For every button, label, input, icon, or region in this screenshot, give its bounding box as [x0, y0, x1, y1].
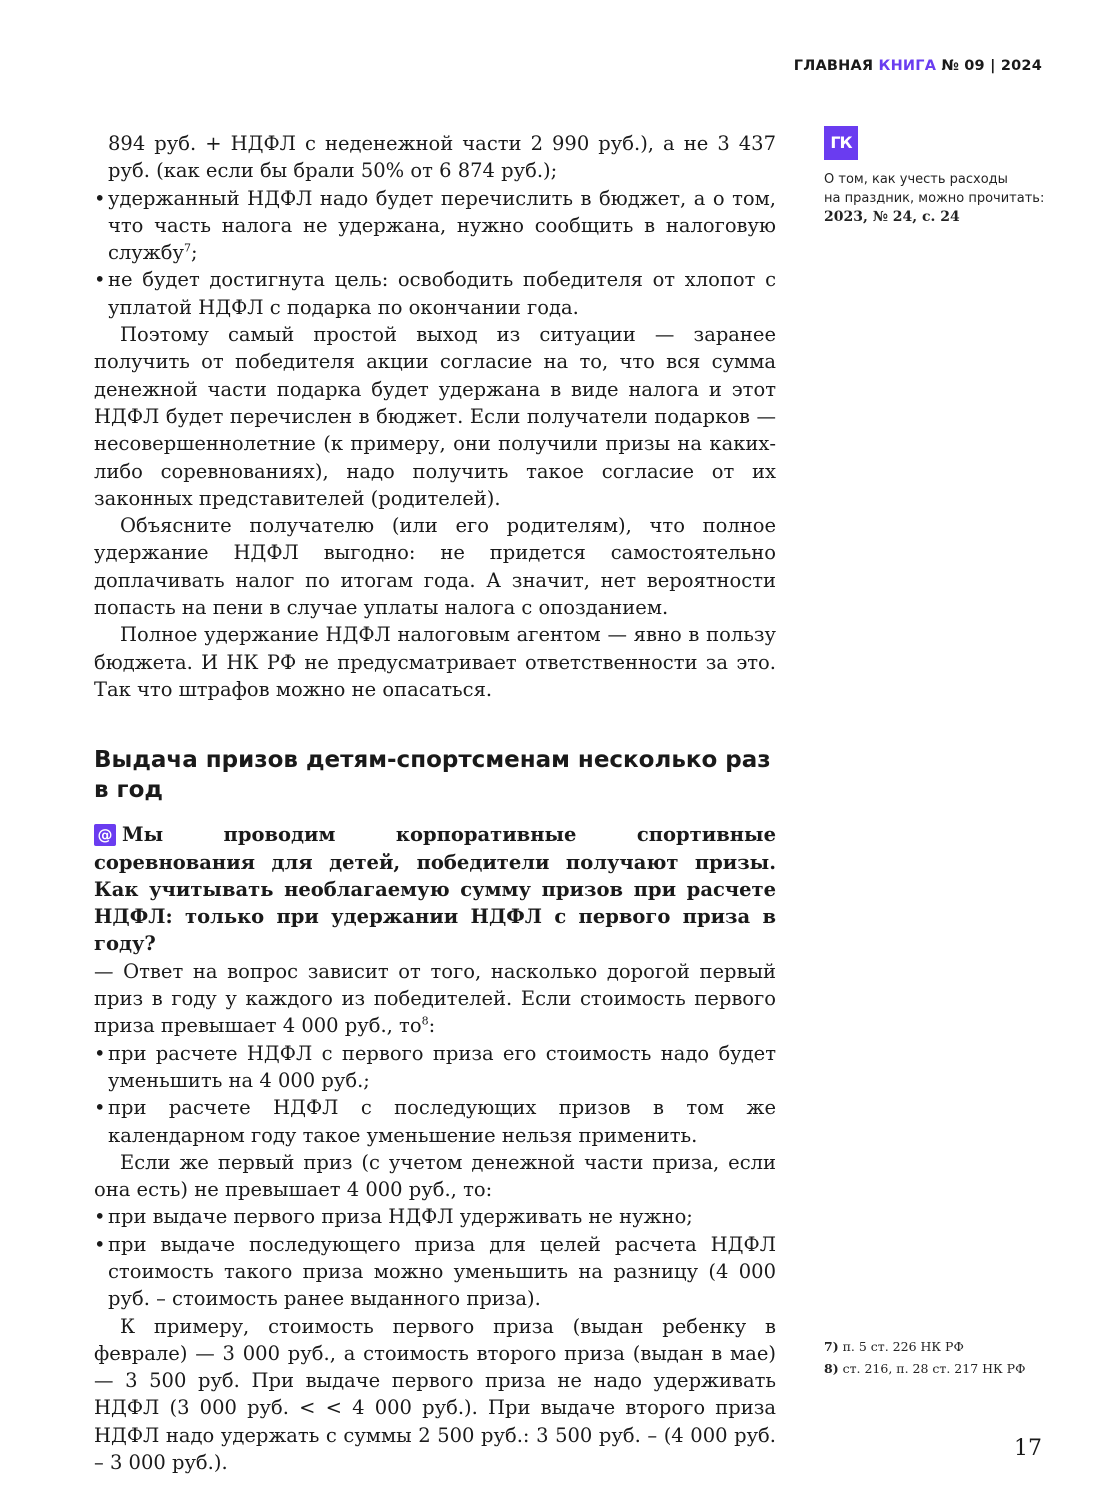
- paragraph: Если же первый приз (с учетом денежной части приза, если она есть) не превышает 4 000 руб., то:: [94, 1150, 776, 1202]
- sidebar-note-line1: О том, как учесть расходы: [824, 172, 1008, 187]
- running-header: [794, 58, 1042, 74]
- bullet-item: [94, 185, 776, 267]
- paragraph: Объясните получателю (или его родителям), что полное удержание НДФЛ выгодно: не придется самостоятельно доплачивать налог по итогам года. А значит, нет вероятности попасть на пени в случае уплаты налога с опозданием.: [94, 514, 776, 620]
- bullet-item: • при расчете НДФЛ с первого приза его стоимость надо будет уменьшить на 4 000 руб.;: [94, 1040, 776, 1095]
- footnotes: [824, 1336, 1025, 1380]
- article-body: [94, 130, 776, 1476]
- bullet-item: • не будет достигнута цель: освободить победителя от хлопот с уплатой НДФЛ с подарка по окончании года.: [94, 266, 776, 321]
- bullet-item: • при выдаче первого приза НДФЛ удерживать не нужно;: [94, 1203, 776, 1230]
- page-number: 17: [1014, 1436, 1042, 1461]
- bullet-text-end: ;: [190, 241, 198, 265]
- brand-name-part1: ГЛАВНАЯ: [793, 58, 879, 74]
- issue-number: № 09 | 2024: [936, 58, 1042, 74]
- answer-text: — Ответ на вопрос зависит от того, насколько дорогой первый приз в году у каждого из победителей. Если стоимость первого приза превышает 4 000 руб., то: [94, 959, 776, 1038]
- paragraph: 894 руб. + НДФЛ с неденежной части 2 990 руб.), а не 3 437 руб. (как если бы брали 50% от 6 874 руб.);: [108, 132, 776, 183]
- footnote: [824, 1358, 1025, 1380]
- footnote-text: ст. 216, п. 28 ст. 217 НК РФ: [838, 1361, 1026, 1376]
- footnote: [824, 1336, 1025, 1358]
- answer-text-end: :: [428, 1014, 436, 1038]
- sidebar-note-line2: на праздник, можно прочитать:: [824, 191, 1045, 206]
- answer: [94, 958, 776, 1040]
- question: [94, 821, 776, 957]
- gk-logo-icon: ГК: [824, 126, 858, 160]
- footnote-number: 7): [824, 1339, 839, 1354]
- paragraph: К примеру, стоимость первого приза (выдан ребенку в феврале) — 3 000 руб., а стоимость второго приза (выдан в мае) — 3 500 руб. При выдаче первого приза не надо удерживать НДФЛ (3 000 руб. < < 4 000 руб.). При выдаче второго приза НДФЛ надо удержать с суммы 2 500 руб.: 3 500 руб. – (4 000 руб. – 3 000 руб.).: [94, 1314, 776, 1475]
- bullet-item: • при выдаче последующего приза для целей расчета НДФЛ стоимость такого приза можно уменьшить на разницу (4 000 руб. – стоимость ранее выданного приза).: [94, 1231, 776, 1313]
- question-text: Мы проводим корпоративные спортивные соревнования для детей, победители получают призы. Как учитывать необлагаемую сумму призов при расчете НДФЛ: только при удержании НДФЛ с первого приза в году?: [94, 823, 776, 956]
- paragraph: Полное удержание НДФЛ налоговым агентом — явно в пользу бюджета. И НК РФ не предусматривает ответственности за это. Так что штрафов можно не опасаться.: [94, 623, 776, 701]
- section-heading: Выдача призов детям-спортсменам несколько раз в год: [94, 747, 771, 804]
- brand-name-part2: КНИГА: [878, 58, 937, 74]
- footnote-ref: 8: [421, 1014, 429, 1028]
- footnote-ref: 7: [183, 241, 191, 255]
- sidebar-note: [824, 126, 1064, 227]
- paragraph: Поэтому самый простой выход из ситуации — заранее получить от победителя акции согласие на то, что вся сумма денежной части подарка будет удержана в виде налога и этот НДФЛ будет перечислен в бюджет. Если получатели подарков — несовершеннолетние (к примеру, они получили призы на каких-либо соревнованиях), надо получить такое согласие от их законных представителей (родителей).: [94, 323, 776, 510]
- footnote-number: 8): [824, 1361, 839, 1376]
- bullet-text: удержанный НДФЛ надо будет перечислить в бюджет, а о том, что часть налога не удержана, нужно сообщить в налоговую службу: [108, 186, 776, 265]
- bullet-item: • при расчете НДФЛ с последующих призов в том же календарном году такое уменьшение нельзя применить.: [94, 1094, 776, 1149]
- footnote-text: п. 5 ст. 226 НК РФ: [838, 1339, 964, 1354]
- question-at-icon: @: [94, 824, 116, 846]
- sidebar-reference: 2023, № 24, с. 24: [824, 209, 960, 225]
